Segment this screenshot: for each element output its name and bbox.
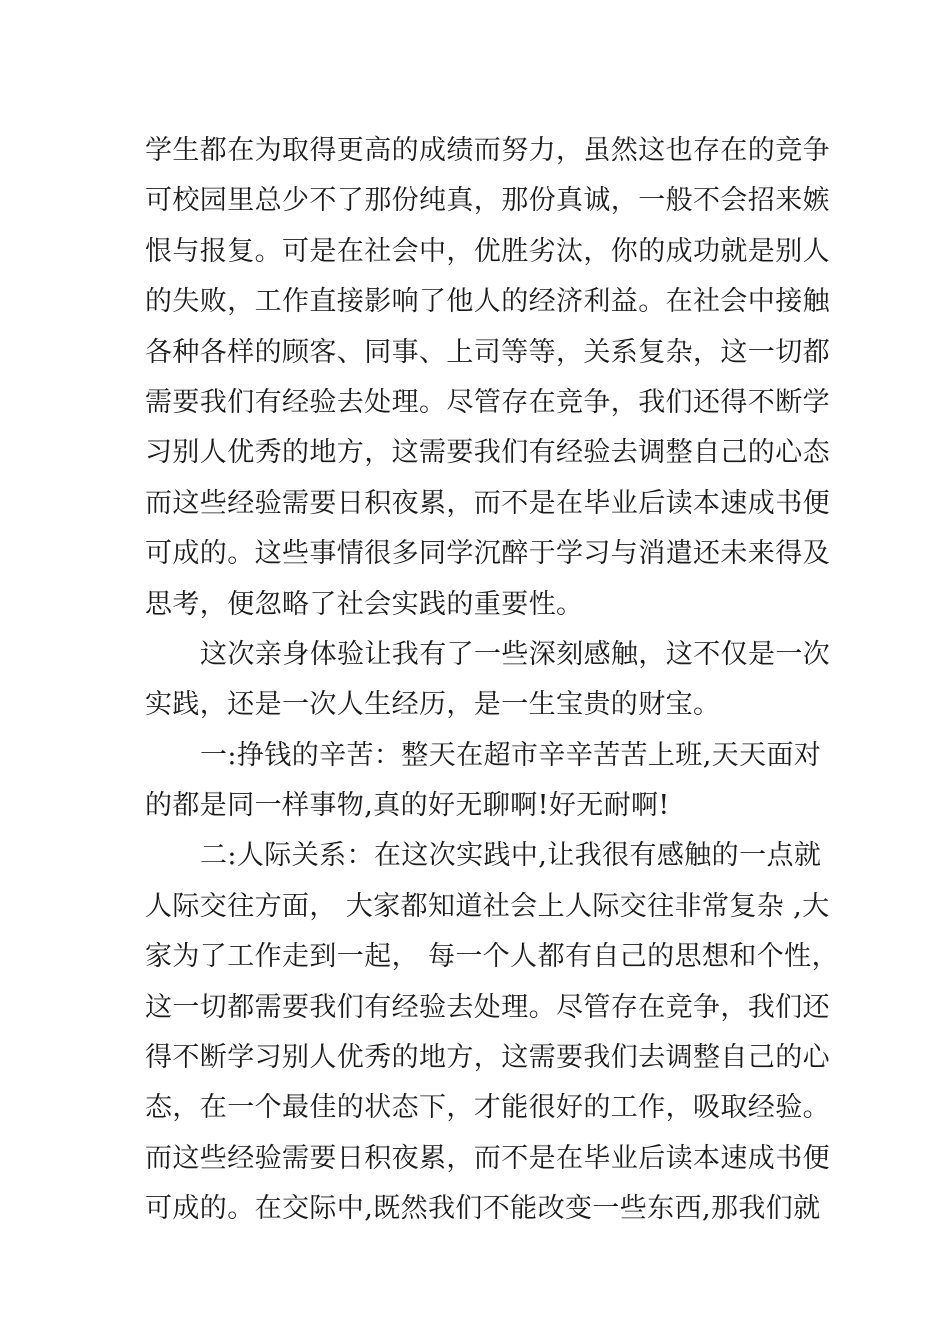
- text-line: 习别人优秀的地方，这需要我们有经验去调整自己的心态: [145, 437, 830, 469]
- text-line: 需要我们有经验去处理。尽管存在竞争，我们还得不断学: [145, 386, 830, 418]
- text-line: 可成的。在交际中,既然我们不能改变一些东西,那我们就: [145, 1193, 821, 1225]
- paragraph-start-line: 这次亲身体验让我有了一些深刻感触，这不仅是一次: [200, 638, 831, 670]
- text-line: 得不断学习别人优秀的地方，这需要我们去调整自己的心: [145, 1042, 830, 1074]
- text-line: 的都是同一样事物,真的好无聊啊!好无耐啊!: [145, 790, 670, 822]
- text-line: 学生都在为取得更高的成绩而努力，虽然这也存在的竞争: [145, 135, 830, 166]
- text-line: 各种各样的顾客、同事、上司等等，关系复杂，这一切都: [145, 336, 830, 368]
- text-line: 人际交往方面， 大家都知道社会上人际交往非常复杂 ,大: [145, 890, 830, 922]
- text-line: 可校园里总少不了那份纯真，那份真诚，一般不会招来嫉: [145, 185, 830, 217]
- text-line: 思考，便忽略了社会实践的重要性。: [145, 588, 584, 620]
- text-line: 恨与报复。可是在社会中，优胜劣汰，你的成功就是别人: [145, 235, 830, 267]
- body-text: [145, 126, 839, 1235]
- text-line: 可成的。这些事情很多同学沉醉于学习与消遣还未来得及: [145, 538, 830, 570]
- text-line: 而这些经验需要日积夜累，而不是在毕业后读本速成书便: [145, 1142, 830, 1174]
- text-line: 这一切都需要我们有经验去处理。尽管存在竞争，我们还: [145, 991, 830, 1023]
- text-line: 态，在一个最佳的状态下，才能很好的工作，吸取经验。: [145, 1092, 830, 1124]
- paragraph-start-line: 一:挣钱的辛苦：整天在超市辛辛苦苦上班,天天面对: [200, 739, 822, 771]
- text-line: 实践，还是一次人生经历，是一生宝贵的财宝。: [145, 689, 721, 721]
- text-line: 的失败，工作直接影响了他人的经济利益。在社会中接触: [145, 286, 830, 318]
- text-line: 而这些经验需要日积夜累，而不是在毕业后读本速成书便: [145, 487, 830, 519]
- text-line: 家为了工作走到一起， 每一个人都有自己的思想和个性，: [145, 941, 839, 973]
- paragraph-start-line: 二:人际关系：在这次实践中,让我很有感触的一点就: [200, 840, 822, 872]
